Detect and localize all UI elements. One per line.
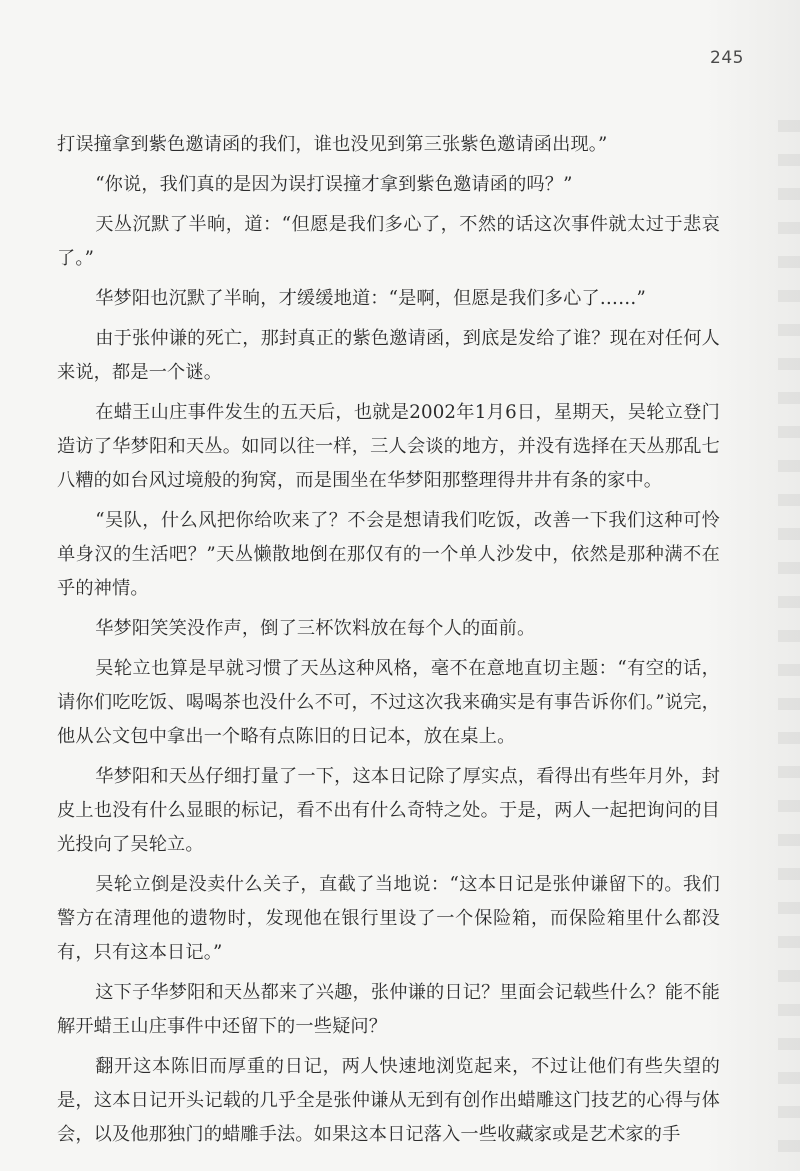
paragraph: 吴轮立也算是早就习惯了天丛这种风格，毫不在意地直切主题：“有空的话，请你们吃吃饭、喝喝茶也没什么不可，不过这次我来确实是有事告诉你们。”说完，他从公文包中拿出一个略有点陈旧的日记本，放在桌上。	[57, 658, 720, 747]
paragraph: 华梦阳和天丛仔细打量了一下，这本日记除了厚实点，看得出有些年月外，封皮上也没有什么显眼的标记，看不出有什么奇特之处。于是，两人一起把询问的目光投向了吴轮立。	[57, 766, 720, 855]
body-text	[57, 128, 720, 1158]
paragraph: “你说，我们真的是因为误打误撞才拿到紫色邀请函的吗？”	[95, 174, 573, 195]
paragraph: 翻开这本陈旧而厚重的日记，两人快速地浏览起来，不过让他们有些失望的是，这本日记开头记载的几乎全是张仲谦从无到有创作出蜡雕这门技艺的心得与体会，以及他那独门的蜡雕手法。如果这本日记落入一些收藏家或是艺术家的手	[57, 1056, 720, 1145]
paragraph: 华梦阳也沉默了半晌，才缓缓地道：“是啊，但愿是我们多心了……”	[95, 288, 646, 309]
paragraph: 天丛沉默了半晌，道：“但愿是我们多心了，不然的话这次事件就太过于悲哀了。”	[57, 214, 720, 269]
page-edge-shadow	[778, 120, 800, 1160]
paragraph: 华梦阳笑笑没作声，倒了三杯饮料放在每个人的面前。	[95, 618, 536, 639]
paragraph: 这下子华梦阳和天丛都来了兴趣，张仲谦的日记？里面会记载些什么？能不能解开蜡王山庄事件中还留下的一些疑问？	[57, 982, 720, 1037]
page-number: 245	[710, 48, 744, 68]
paragraph: 由于张仲谦的死亡，那封真正的紫色邀请函，到底是发给了谁？现在对任何人来说，都是一个谜。	[57, 328, 720, 383]
paragraph: “吴队，什么风把你给吹来了？不会是想请我们吃饭，改善一下我们这种可怜单身汉的生活吧？”天丛懒散地倒在那仅有的一个单人沙发中，依然是那种满不在乎的神情。	[57, 510, 720, 599]
paragraph: 吴轮立倒是没卖什么关子，直截了当地说：“这本日记是张仲谦留下的。我们警方在清理他的遗物时，发现他在银行里设了一个保险箱，而保险箱里什么都没有，只有这本日记。”	[57, 874, 720, 963]
paragraph: 打误撞拿到紫色邀请函的我们，谁也没见到第三张紫色邀请函出现。”	[57, 134, 608, 155]
paragraph: 在蜡王山庄事件发生的五天后，也就是2002年1月6日，星期天，吴轮立登门造访了华梦阳和天丛。如同以往一样，三人会谈的地方，并没有选择在天丛那乱七八糟的如台风过境般的狗窝，而是围坐在华梦阳那整理得井井有条的家中。	[57, 402, 720, 491]
